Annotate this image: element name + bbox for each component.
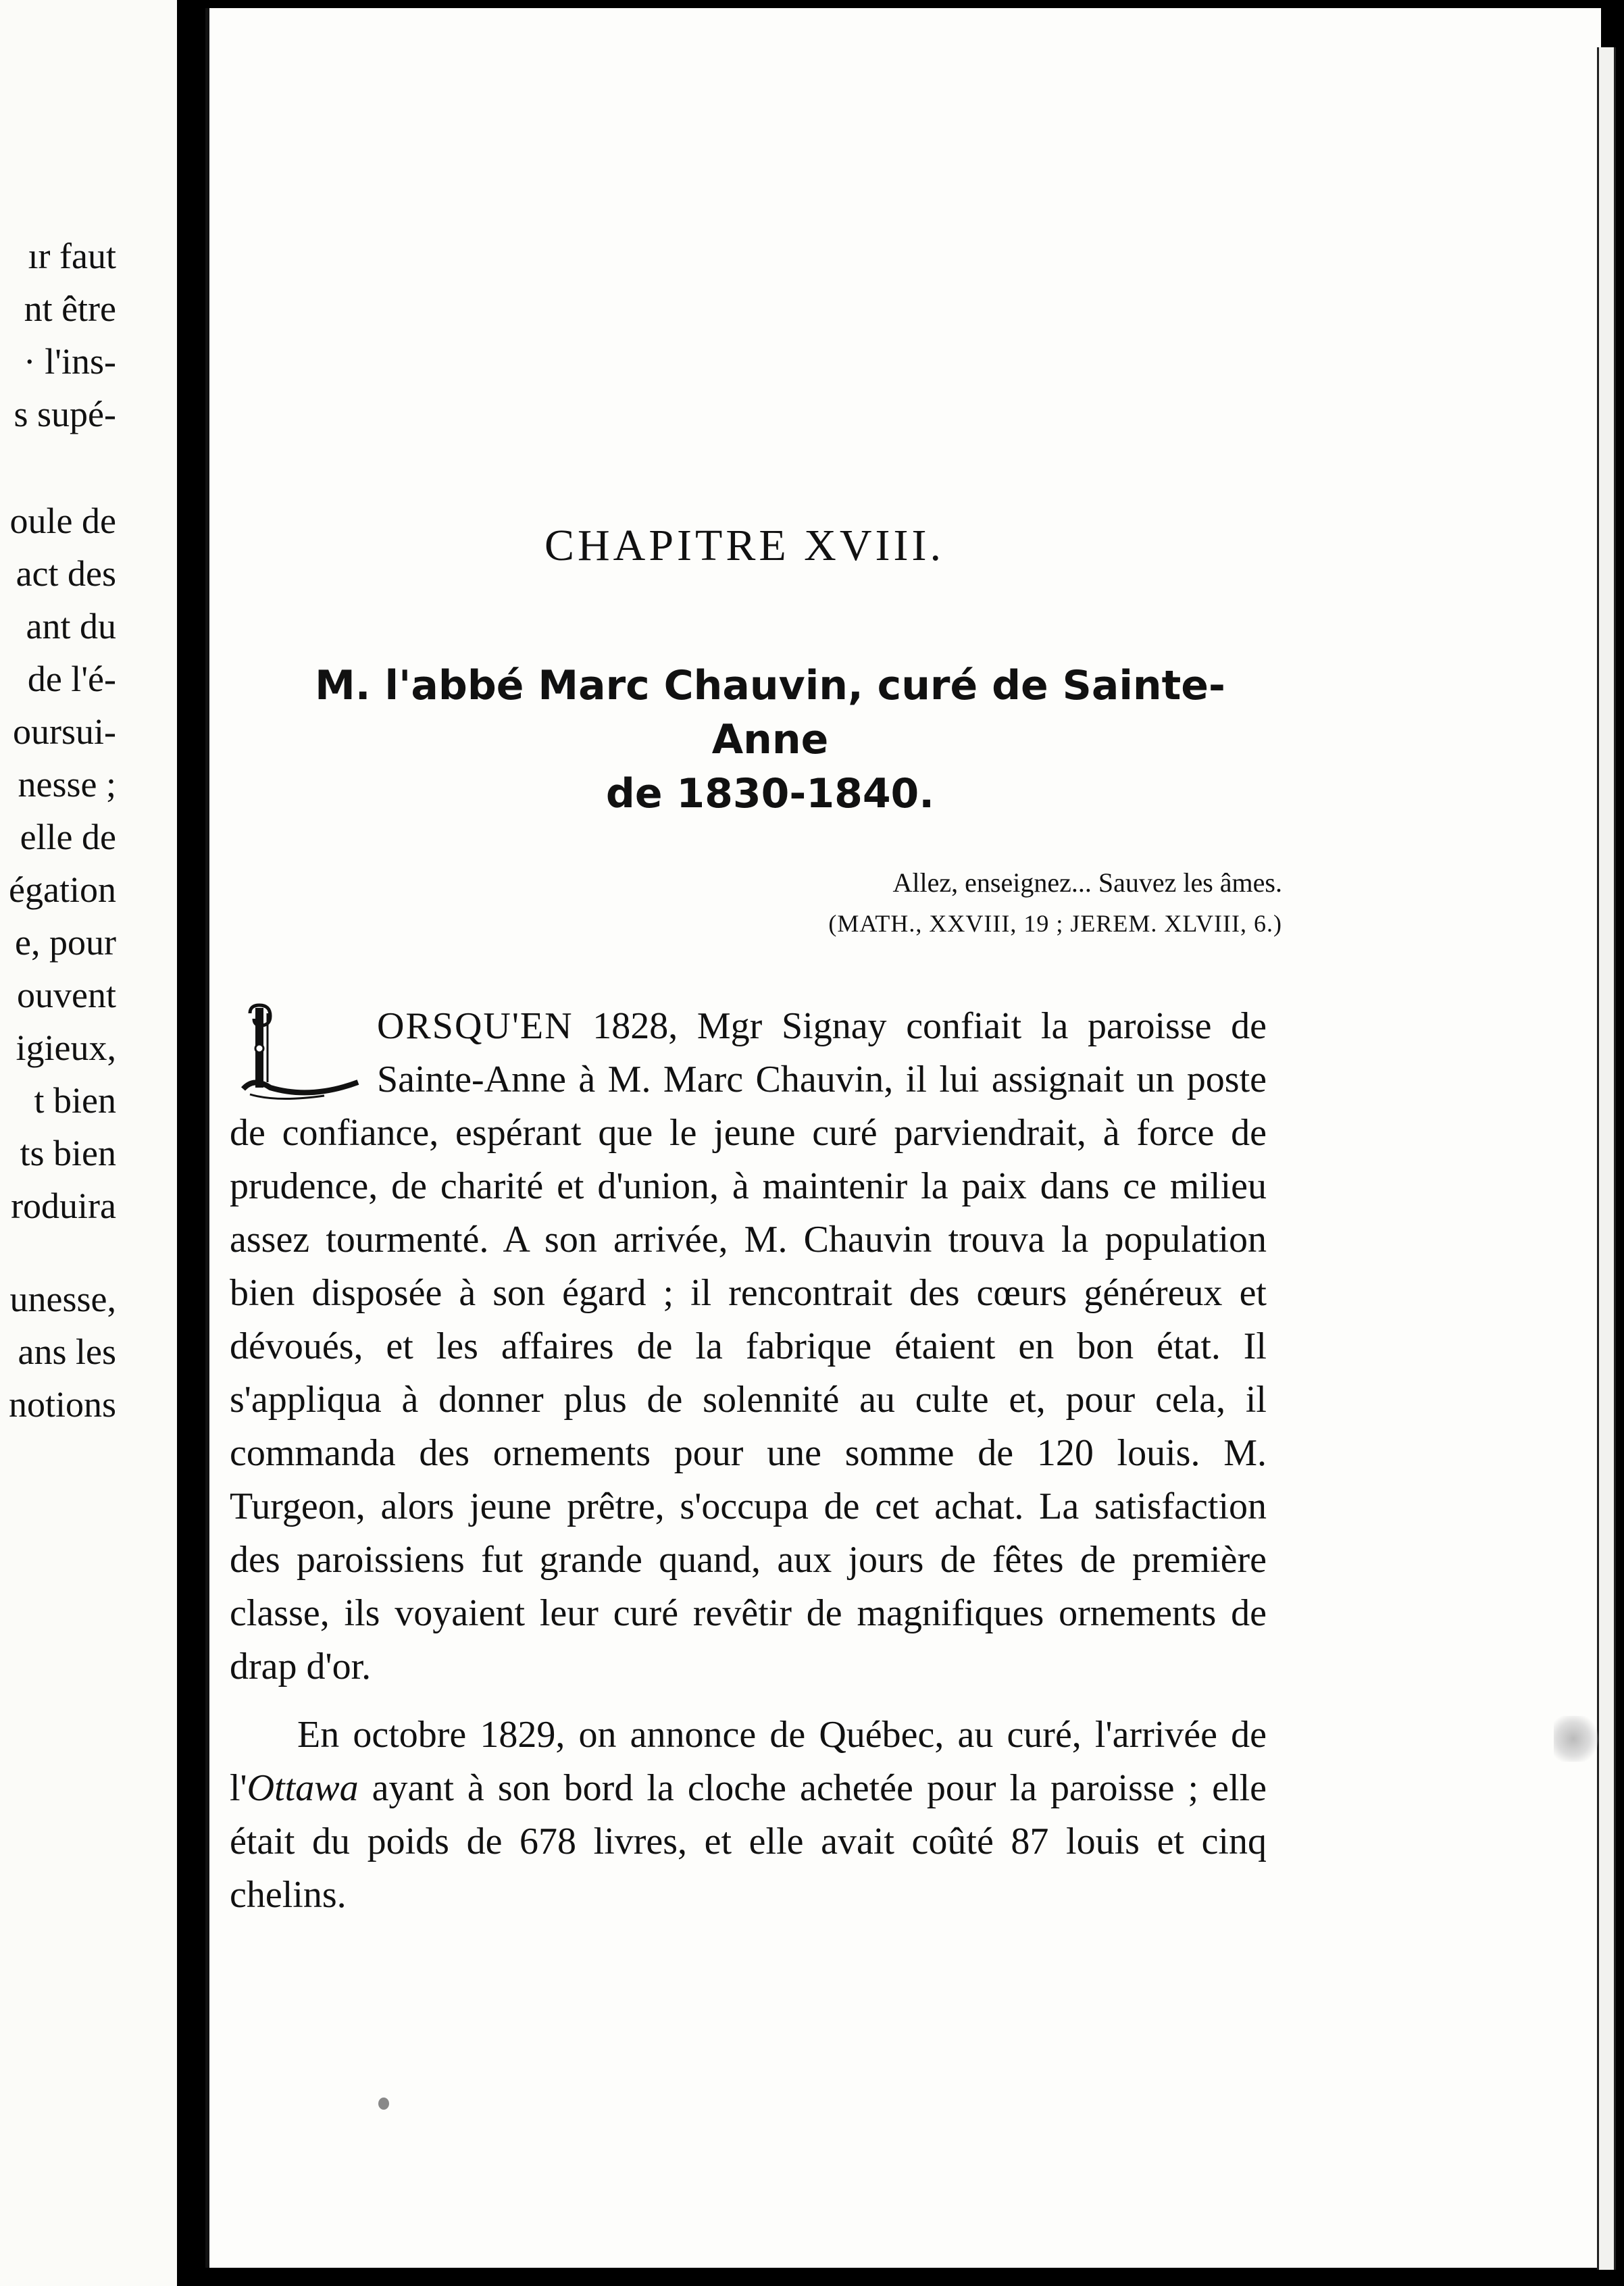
chapter-title — [263, 659, 1277, 821]
left-line: s supé- — [14, 394, 116, 434]
paragraph-text: ayant à son bord la cloche achetée pour la paroisse ; elle était du poids de 678 livres, et elle avait coûté 87 louis et cinq chelins. — [230, 1767, 1267, 1916]
decorative-initial-L — [230, 1001, 365, 1102]
left-line: ouvent — [17, 975, 116, 1015]
left-line: ans les — [18, 1331, 116, 1372]
body-text — [230, 1000, 1267, 1922]
left-line: oursui- — [13, 711, 116, 752]
opening-word: ORSQU'EN — [377, 1005, 574, 1047]
paragraph — [230, 1000, 1267, 1694]
page-edge — [1597, 47, 1616, 2270]
ink-spot — [378, 2098, 389, 2110]
left-line: · l'ins- — [23, 341, 116, 382]
left-facing-page — [0, 0, 177, 2286]
left-line: ır faut — [28, 236, 116, 276]
left-line: oule de — [9, 501, 116, 541]
left-line: e, pour — [15, 922, 116, 963]
chapter-title-line: de 1830-1840. — [605, 770, 935, 817]
paragraph-text: 1828, Mgr Signay confiait la paroisse de Sainte-Anne à M. Marc Chauvin, il lui assignait un poste de confiance, espérant que le jeune curé parviendrait, à force de prudence, de charité et d'union, à maintenir la paix dans ce milieu assez tourmenté. A son arrivée, M. Chauvin trouva la population bien disposée à son égard ; il rencontrait des cœurs généreux et dévoués, et les affaires de la fabrique étaient en bon état. Il s'appliqua à donner plus de solennité au culte et, pour cela, il commanda des ornements pour une somme de 120 louis. M. Turgeon, alors jeune prêtre, s'occupa de cet achat. La satisfaction des paroissiens fut grande quand, aux jours de fêtes de première classe, ils voyaient leur curé revêtir de magnifiques ornements de drap d'or. — [230, 1005, 1267, 1687]
left-line: ts bien — [20, 1133, 116, 1173]
left-line: nt être — [24, 288, 116, 329]
left-line: nesse ; — [18, 764, 116, 805]
ship-name: Ottawa — [247, 1767, 359, 1809]
left-line: unesse, — [9, 1279, 116, 1319]
left-line: égation — [9, 869, 116, 910]
torn-paper-mark — [1554, 1716, 1602, 1762]
left-line: roduira — [11, 1186, 116, 1226]
chapter-title-line: M. l'abbé Marc Chauvin, curé de Sainte-Anne — [315, 662, 1225, 763]
chapter-heading: CHAPITRE XVIII. — [544, 521, 944, 570]
left-line: elle de — [20, 817, 116, 857]
left-line: t bien — [34, 1080, 116, 1121]
left-line: notions — [8, 1384, 116, 1425]
epigraph-quote: Allez, enseignez... Sauvez les âmes. — [892, 867, 1282, 898]
left-line: ant du — [26, 606, 116, 646]
left-line: act des — [16, 553, 116, 594]
epigraph-reference: (MATH., XXVIII, 19 ; JEREM. XLVIII, 6.) — [828, 910, 1282, 937]
paragraph-text: En octobre 1829, on annonce de Québec, au curé, l'arrivée de l' — [230, 1714, 1267, 1809]
left-line: igieux, — [16, 1027, 116, 1068]
paragraph — [230, 1708, 1267, 1922]
decorative-initial-L-icon — [230, 1001, 365, 1102]
left-line: de l'é- — [27, 659, 116, 699]
book-gutter — [177, 0, 205, 2286]
left-page-text — [9, 230, 116, 1431]
epigraph — [828, 863, 1282, 944]
